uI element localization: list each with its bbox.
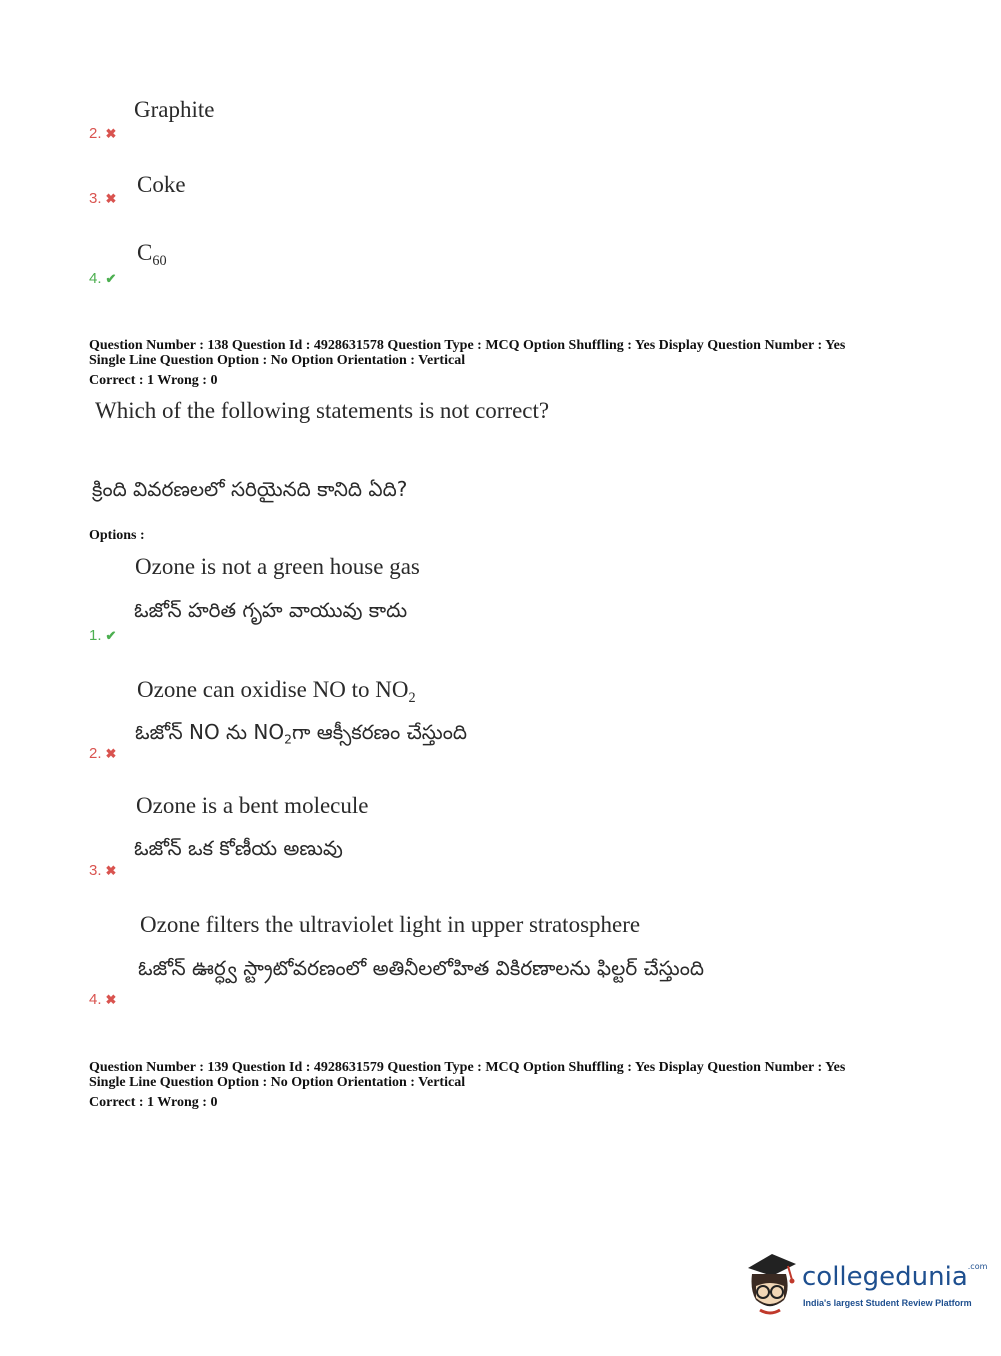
option-text: ఓజోన్ NO ను NO — [135, 720, 285, 744]
mascot-icon — [742, 1250, 800, 1316]
collegedunia-logo — [742, 1250, 988, 1320]
q138-option-3-telugu: ఓజోన్ ఒక కోణీయ అణువు — [134, 836, 343, 860]
prev-option-3-marker — [89, 190, 116, 207]
q139-meta-line2: Single Line Question Option : No Option Orientation : Vertical — [89, 1075, 466, 1090]
option-text: Ozone can oxidise NO to NO — [137, 677, 409, 702]
option-number: 3. — [89, 190, 102, 207]
prev-option-2-marker — [89, 125, 116, 142]
check-icon: ✔ — [105, 628, 117, 643]
option-number: 1. — [89, 627, 102, 644]
formula-subscript: 2 — [408, 689, 416, 706]
q138-option-4-marker — [89, 991, 116, 1008]
q139-score: Correct : 1 Wrong : 0 — [89, 1095, 218, 1110]
q138-option-4-english: Ozone filters the ultraviolet light in upper stratosphere — [140, 912, 641, 937]
option-number: 4. — [89, 991, 102, 1008]
q138-option-4-telugu: ఓజోన్ ఊర్ధ్వ స్ట్రాటోవరణంలో అతినీలలోహిత వికిరణాలను ఫిల్టర్ చేస్తుంది — [138, 956, 704, 980]
logo-tagline: India's largest Student Review Platform — [803, 1298, 972, 1308]
option-number: 2. — [89, 745, 102, 762]
q138-stem-english: Which of the following statements is not correct? — [95, 398, 550, 423]
q138-stem-telugu: క్రింది వివరణలలో సరియైనది కానిది ఏది? — [92, 477, 408, 501]
q139-meta — [89, 1060, 845, 1090]
logo-name: collegedunia — [802, 1262, 968, 1292]
cross-icon: ✖ — [105, 746, 117, 761]
check-icon: ✔ — [105, 271, 117, 286]
q138-score: Correct : 1 Wrong : 0 — [89, 373, 218, 388]
formula-subscript: 60 — [152, 252, 167, 269]
prev-option-4-text — [137, 240, 167, 270]
option-text: గా ఆక్సీకరణం చేస్తుంది — [291, 720, 467, 744]
cross-icon: ✖ — [105, 863, 117, 878]
q138-meta-line1: Question Number : 138 Question Id : 4928631578 Question Type : MCQ Option Shuffling : Yes Display Question Number : Yes — [89, 338, 846, 353]
prev-option-2-text: Graphite — [134, 97, 215, 122]
q138-option-2-telugu — [135, 720, 467, 749]
options-label: Options : — [89, 528, 145, 543]
q138-option-3-english: Ozone is a bent molecule — [136, 793, 369, 818]
option-number: 2. — [89, 125, 102, 142]
option-number: 3. — [89, 862, 102, 879]
cross-icon: ✖ — [105, 191, 117, 206]
q138-option-1-marker — [89, 627, 116, 644]
formula-base: C — [137, 240, 153, 265]
q138-option-1-english: Ozone is not a green house gas — [135, 554, 420, 579]
formula-subscript: 2 — [284, 731, 292, 747]
q138-meta-line2: Single Line Question Option : No Option Orientation : Vertical — [89, 353, 466, 368]
q138-meta — [89, 338, 845, 368]
q138-option-3-marker — [89, 862, 116, 879]
cross-icon: ✖ — [105, 126, 117, 141]
logo-suffix: .com — [967, 1262, 988, 1271]
logo-wordmark — [802, 1262, 987, 1292]
q138-option-2-english — [137, 677, 416, 707]
q138-option-1-telugu: ఓజోన్ హరిత గృహ వాయువు కాదు — [134, 598, 408, 622]
q139-meta-line1: Question Number : 139 Question Id : 4928631579 Question Type : MCQ Option Shuffling : Yes Display Question Number : Yes — [89, 1060, 846, 1075]
prev-option-3-text: Coke — [137, 172, 186, 197]
prev-option-4-marker — [89, 270, 116, 287]
q138-option-2-marker — [89, 745, 116, 762]
option-number: 4. — [89, 270, 102, 287]
cross-icon: ✖ — [105, 992, 117, 1007]
